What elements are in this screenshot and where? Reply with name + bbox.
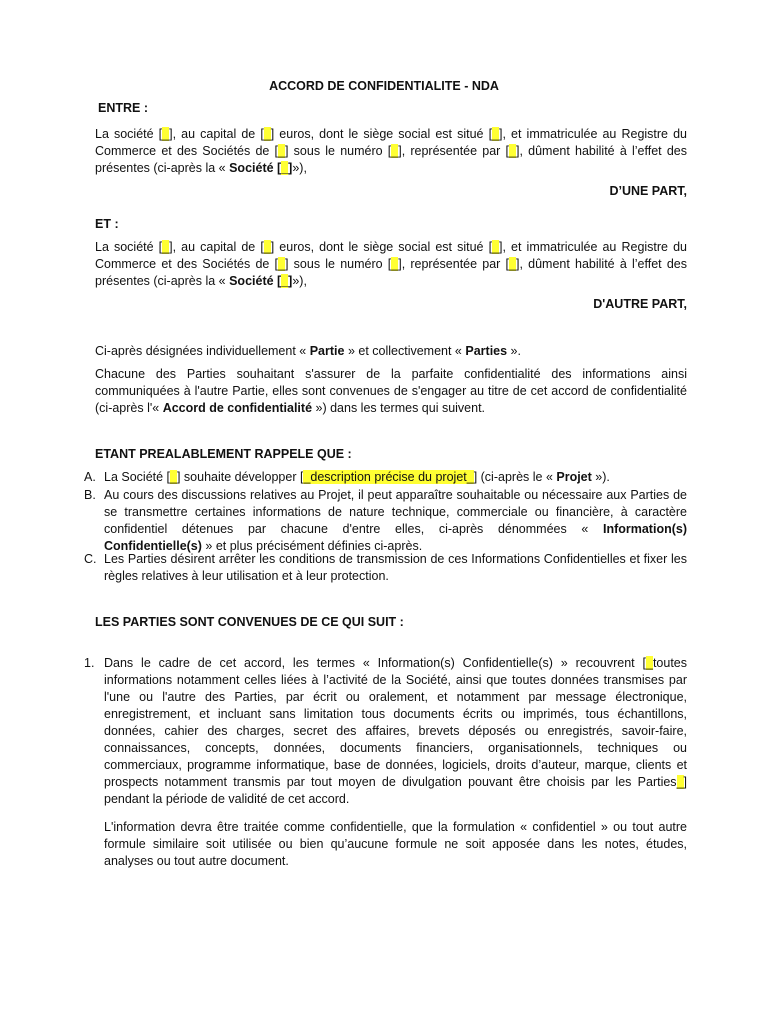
et-heading: ET : xyxy=(95,217,119,231)
recital-c: C. Les Parties désirent arrêter les conditions de transmission de ces Informations Confidentielles et fixer les règles relatives à leur utilisation et à leur protection. xyxy=(84,552,687,583)
article-1-marker: 1. xyxy=(84,656,95,670)
article-1-paragraph: 1. Dans le cadre de cet accord, les termes « Information(s) Confidentielle(s) » recouvrent [_toutes informations notamment celles liées à l’activité de la Société, ainsi que toutes données transmises par l'une ou l'autre des Parties, par écrit ou oralement, et notamment par message électronique, enregistrement, et incluant sans limitation tous documents écrits ou imprimés, tous échantillons, données, cahier des charges, secret des affaires, brevets déposés ou enregistrés, savoir-faire, connaissances, concepts, données, documents financiers, organisationnels, techniques ou commerciaux, programme informatique, base de données, logiciels, droits d’auteur, marque, clients et prospects notamment transmis par tout moyen de divulgation pouvant être choisis par les Parties_] pendant la période de validité de cet accord. xyxy=(84,656,687,806)
article-1-second-paragraph: L'information devra être traitée comme confidentielle, que la formulation « confidentiel » ou tout autre formule similaire soit utilisée ou bien qu’aucune formule ne soit apposée dans les notes, études, analyses ou tout autre document. xyxy=(104,820,687,868)
intro-paragraph: Chacune des Parties souhaitant s'assurer de la parfaite confidentialité des informations ainsi communiquées à l'autre Partie, elles sont convenues de s'engager au titre de cet accord de confidentialité (ci-après l'« Accord de confidentialité ») dans les termes qui suivent. xyxy=(95,367,687,415)
entre-heading: ENTRE : xyxy=(98,101,148,115)
rappel-heading: ETANT PREALABLEMENT RAPPELE QUE : xyxy=(95,447,352,461)
party-two-paragraph: La société [_], au capital de [_] euros, dont le siège social est situé [_], et immatriculée au Registre du Commerce et des Sociétés de [_] sous le numéro [_], représentée par [_], dûment habilité à l’effet des présentes (ci-après la « Société [_]»), xyxy=(95,240,688,288)
designation-paragraph: Ci-après désignées individuellement « Partie » et collectivement « Parties ». xyxy=(95,344,521,358)
party-one-paragraph: La société [_], au capital de [_] euros, dont le siège social est situé [_], et immatriculée au Registre du Commerce et des Sociétés de [_] sous le numéro [_], représentée par [_], dûment habilité à l’effet des présentes (ci-après la « Société [_]»), xyxy=(95,127,688,175)
dautre-part-label: D'AUTRE PART, xyxy=(593,297,687,311)
recital-b-marker: B. xyxy=(84,488,96,502)
recital-a-marker: A. xyxy=(84,470,96,484)
recital-a: A. La Société [_] souhaite développer [_description précise du projet_] (ci-après le « Projet »). xyxy=(84,470,610,484)
parties-heading: LES PARTIES SONT CONVENUES DE CE QUI SUIT : xyxy=(95,615,404,629)
document-title: ACCORD DE CONFIDENTIALITE - NDA xyxy=(269,79,499,93)
recital-c-marker: C. xyxy=(84,552,97,566)
dune-part-label: D’UNE PART, xyxy=(609,184,687,198)
recital-b: B. Au cours des discussions relatives au Projet, il peut apparaître souhaitable ou nécessaire aux Parties de se transmettre certaines informations de nature technique, commerciale ou financière, à caractère confidentiel détenues par chacune d'entre elles, ci-après dénommées « Information(s) Confidentielle(s) » et plus précisément définies ci-après. xyxy=(84,488,687,553)
